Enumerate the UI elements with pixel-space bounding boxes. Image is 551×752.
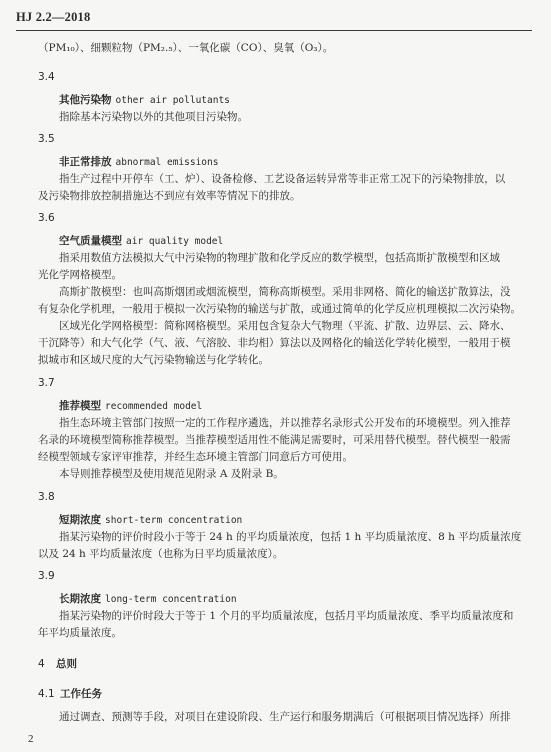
paragraph-line: 通过调查、预测等手段，对项目在建设阶段、生产运行和服务期满后（可根据项目情况选择）所排 — [59, 711, 511, 723]
term-cn: 短期浓度 — [59, 514, 101, 526]
paragraph-line: 指生态环境主管部门按照一定的工作程序遴选，并以推荐名录形式公开发布的环境模型。列入推荐 — [59, 417, 511, 429]
paragraph-line: 区域光化学网格模型：简称网格模型。采用包含复杂大气物理（平流、扩散、边界层、云、降水、 — [59, 320, 511, 332]
term-heading — [59, 399, 202, 414]
paragraph-line: 经模型领域专家评审推荐，并经生态环境主管部门同意后方可使用。 — [38, 451, 353, 463]
section-number: 3.6 — [38, 212, 55, 224]
chapter-heading — [38, 657, 77, 671]
section-number: 3.9 — [38, 570, 55, 582]
paragraph-line: 指除基本污染物以外的其他项目污染物。 — [59, 111, 248, 123]
section-number: 3.7 — [38, 377, 55, 389]
term-cn: 其他污染物 — [59, 94, 112, 106]
intro-line: （PM₁₀）、细颗粒物（PM₂.₅）、一氧化碳（CO）、臭氧（O₃）。 — [38, 42, 334, 54]
section-number: 3.4 — [38, 71, 55, 83]
chapter-title: 总则 — [56, 658, 77, 670]
paragraph-line: 名录的环境模型简称推荐模型。当推荐模型适用性不能满足需要时，可采用替代模型。替代模型一般需 — [38, 434, 511, 446]
paragraph-line: 光化学网格模型。 — [38, 269, 122, 281]
term-cn: 推荐模型 — [59, 400, 101, 412]
paragraph-line: 年平均质量浓度。 — [38, 627, 122, 639]
term-en: abnormal emissions — [115, 157, 219, 168]
term-en: short-term concentration — [105, 515, 243, 526]
term-cn: 非正常排放 — [59, 156, 112, 168]
term-heading — [59, 155, 218, 170]
section-number: 3.5 — [38, 133, 55, 145]
section-number: 3.8 — [38, 491, 55, 503]
paragraph-line: 有复杂化学机理，一般用于模拟一次污染物的输送与扩散，或通过简单的化学反应机理模拟二次污染物。 — [38, 303, 521, 315]
paragraph-line: 指生产过程中开停车（工、炉）、设备检修、工艺设备运转异常等非正常工况下的污染物排放，以 — [59, 173, 506, 185]
term-cn: 长期浓度 — [59, 593, 101, 605]
subsection-title: 工作任务 — [60, 688, 102, 700]
term-heading — [59, 592, 237, 607]
term-heading — [59, 234, 223, 249]
subsection-number: 4.1 — [38, 688, 55, 700]
paragraph-line: 拟城市和区域尺度的大气污染物输送与化学转化。 — [38, 354, 269, 366]
term-en: air quality model — [126, 236, 224, 247]
paragraph-line: 及污染物排放控制措施达不到应有效率等情况下的排放。 — [38, 190, 301, 202]
paragraph-line: 以及 24 h 平均质量浓度（也称为日平均质量浓度）。 — [38, 548, 284, 560]
page-number: 2 — [28, 733, 34, 745]
subsection-heading — [38, 687, 102, 701]
paragraph-line: 指采用数值方法模拟大气中污染物的物理扩散和化学反应的数学模型，包括高斯扩散模型和区域 — [59, 252, 500, 264]
term-en: recommended model — [105, 401, 203, 412]
paragraph-line: 高斯扩散模型：也叫高斯烟团或烟流模型，简称高斯模型。采用非网格、简化的输送扩散算法，没 — [59, 286, 511, 298]
paragraph-line: 本导则推荐模型及使用规范见附录 A 及附录 B。 — [59, 468, 284, 480]
header-divider — [16, 30, 532, 31]
chapter-number: 4 — [38, 658, 45, 670]
term-heading — [59, 513, 242, 528]
term-en: other air pollutants — [115, 95, 230, 106]
standard-code-header: HJ 2.2—2018 — [16, 10, 91, 24]
term-en: long-term concentration — [105, 594, 237, 605]
term-heading — [59, 93, 230, 108]
paragraph-line: 干沉降等）和大气化学（气、液、气溶胶、非均相）算法以及网格化的输送化学转化模型，一般用于模 — [38, 337, 511, 349]
paragraph-line: 指某污染物的评价时段小于等于 24 h 的平均质量浓度，包括 1 h 平均质量浓度、8 h 平均质量浓度 — [59, 531, 522, 543]
term-cn: 空气质量模型 — [59, 235, 122, 247]
paragraph-line: 指某污染物的评价时段大于等于 1 个月的平均质量浓度，包括月平均质量浓度、季平均质量浓度和 — [59, 610, 514, 622]
